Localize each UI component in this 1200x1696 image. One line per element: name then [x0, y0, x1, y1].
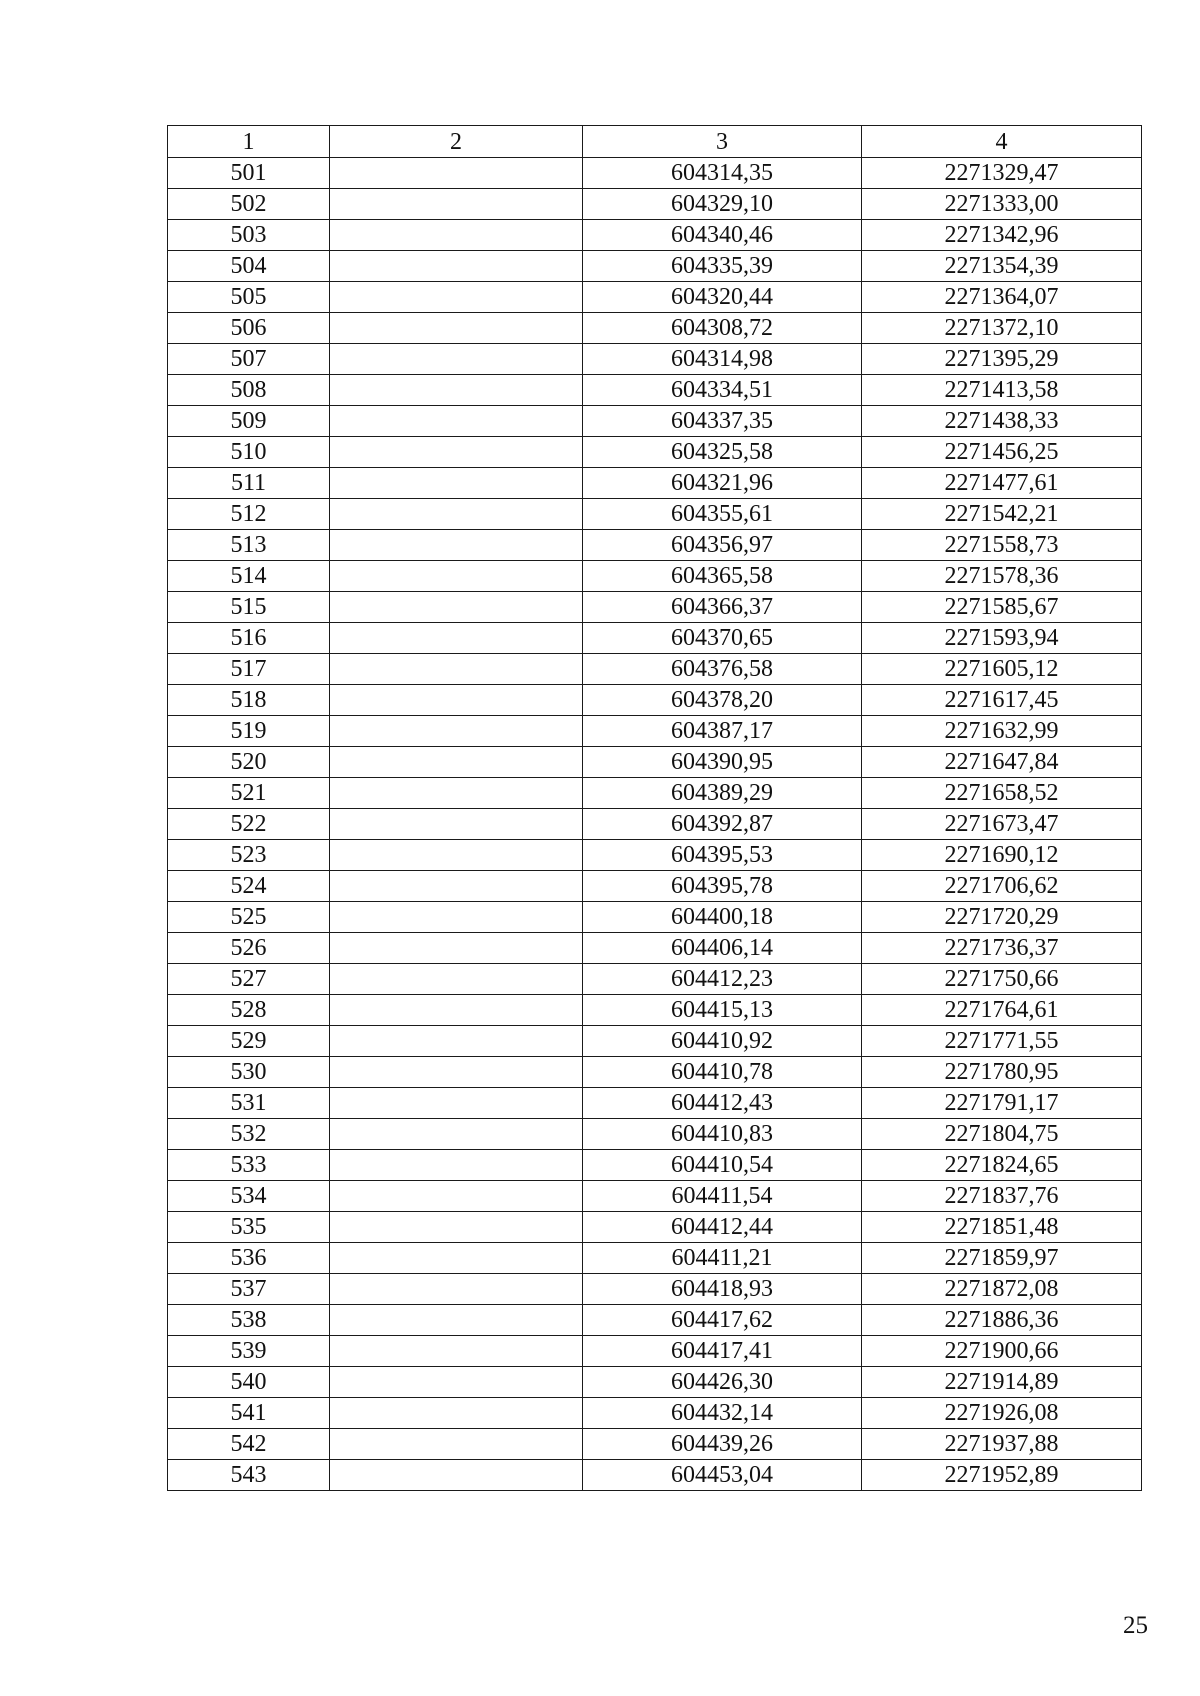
- y-coordinate-cell: 2271593,94: [862, 623, 1142, 654]
- y-coordinate-cell: 2271824,65: [862, 1150, 1142, 1181]
- description-cell: [330, 1305, 583, 1336]
- point-number-cell: 510: [168, 437, 330, 468]
- page-number: 25: [1123, 1612, 1148, 1639]
- table-row: [168, 1150, 1142, 1181]
- table-row: [168, 778, 1142, 809]
- table-row: [168, 375, 1142, 406]
- point-number-cell: 506: [168, 313, 330, 344]
- x-coordinate-cell: 604410,83: [583, 1119, 862, 1150]
- y-coordinate-cell: 2271372,10: [862, 313, 1142, 344]
- point-number-cell: 534: [168, 1181, 330, 1212]
- description-cell: [330, 1212, 583, 1243]
- table-row: [168, 1274, 1142, 1305]
- y-coordinate-cell: 2271354,39: [862, 251, 1142, 282]
- table-row: [168, 933, 1142, 964]
- y-coordinate-cell: 2271329,47: [862, 158, 1142, 189]
- point-number-cell: 519: [168, 716, 330, 747]
- y-coordinate-cell: 2271477,61: [862, 468, 1142, 499]
- point-number-cell: 517: [168, 654, 330, 685]
- description-cell: [330, 499, 583, 530]
- x-coordinate-cell: 604387,17: [583, 716, 862, 747]
- table-row: [168, 313, 1142, 344]
- description-cell: [330, 437, 583, 468]
- y-coordinate-cell: 2271780,95: [862, 1057, 1142, 1088]
- description-cell: [330, 1119, 583, 1150]
- table-row: [168, 995, 1142, 1026]
- description-cell: [330, 1026, 583, 1057]
- y-coordinate-cell: 2271837,76: [862, 1181, 1142, 1212]
- coordinates-table: [167, 125, 1142, 1491]
- description-cell: [330, 685, 583, 716]
- point-number-cell: 538: [168, 1305, 330, 1336]
- point-number-cell: 509: [168, 406, 330, 437]
- x-coordinate-cell: 604453,04: [583, 1460, 862, 1491]
- x-coordinate-cell: 604376,58: [583, 654, 862, 685]
- x-coordinate-cell: 604340,46: [583, 220, 862, 251]
- x-coordinate-cell: 604439,26: [583, 1429, 862, 1460]
- x-coordinate-cell: 604314,98: [583, 344, 862, 375]
- point-number-cell: 505: [168, 282, 330, 313]
- table-row: [168, 1026, 1142, 1057]
- description-cell: [330, 1181, 583, 1212]
- description-cell: [330, 778, 583, 809]
- description-cell: [330, 344, 583, 375]
- table-row: [168, 902, 1142, 933]
- x-coordinate-cell: 604356,97: [583, 530, 862, 561]
- description-cell: [330, 592, 583, 623]
- point-number-cell: 532: [168, 1119, 330, 1150]
- description-cell: [330, 251, 583, 282]
- point-number-cell: 535: [168, 1212, 330, 1243]
- column-header-1: 1: [168, 126, 330, 158]
- description-cell: [330, 871, 583, 902]
- x-coordinate-cell: 604395,78: [583, 871, 862, 902]
- x-coordinate-cell: 604334,51: [583, 375, 862, 406]
- y-coordinate-cell: 2271900,66: [862, 1336, 1142, 1367]
- column-header-2: 2: [330, 126, 583, 158]
- description-cell: [330, 220, 583, 251]
- table-row: [168, 654, 1142, 685]
- point-number-cell: 502: [168, 189, 330, 220]
- table-row: [168, 220, 1142, 251]
- description-cell: [330, 1336, 583, 1367]
- table-row: [168, 685, 1142, 716]
- x-coordinate-cell: 604415,13: [583, 995, 862, 1026]
- description-cell: [330, 716, 583, 747]
- point-number-cell: 542: [168, 1429, 330, 1460]
- table-row: [168, 1212, 1142, 1243]
- description-cell: [330, 1057, 583, 1088]
- description-cell: [330, 406, 583, 437]
- table-row: [168, 1305, 1142, 1336]
- y-coordinate-cell: 2271804,75: [862, 1119, 1142, 1150]
- y-coordinate-cell: 2271851,48: [862, 1212, 1142, 1243]
- y-coordinate-cell: 2271771,55: [862, 1026, 1142, 1057]
- point-number-cell: 501: [168, 158, 330, 189]
- y-coordinate-cell: 2271542,21: [862, 499, 1142, 530]
- x-coordinate-cell: 604392,87: [583, 809, 862, 840]
- description-cell: [330, 964, 583, 995]
- table-row: [168, 592, 1142, 623]
- description-cell: [330, 1150, 583, 1181]
- table-row: [168, 623, 1142, 654]
- table-row: [168, 1057, 1142, 1088]
- y-coordinate-cell: 2271617,45: [862, 685, 1142, 716]
- y-coordinate-cell: 2271438,33: [862, 406, 1142, 437]
- x-coordinate-cell: 604412,43: [583, 1088, 862, 1119]
- y-coordinate-cell: 2271872,08: [862, 1274, 1142, 1305]
- x-coordinate-cell: 604329,10: [583, 189, 862, 220]
- point-number-cell: 536: [168, 1243, 330, 1274]
- y-coordinate-cell: 2271342,96: [862, 220, 1142, 251]
- x-coordinate-cell: 604395,53: [583, 840, 862, 871]
- y-coordinate-cell: 2271791,17: [862, 1088, 1142, 1119]
- point-number-cell: 526: [168, 933, 330, 964]
- description-cell: [330, 623, 583, 654]
- x-coordinate-cell: 604412,44: [583, 1212, 862, 1243]
- y-coordinate-cell: 2271605,12: [862, 654, 1142, 685]
- x-coordinate-cell: 604320,44: [583, 282, 862, 313]
- y-coordinate-cell: 2271720,29: [862, 902, 1142, 933]
- y-coordinate-cell: 2271395,29: [862, 344, 1142, 375]
- table-row: [168, 809, 1142, 840]
- table-row: [168, 1460, 1142, 1491]
- x-coordinate-cell: 604389,29: [583, 778, 862, 809]
- y-coordinate-cell: 2271937,88: [862, 1429, 1142, 1460]
- x-coordinate-cell: 604370,65: [583, 623, 862, 654]
- y-coordinate-cell: 2271859,97: [862, 1243, 1142, 1274]
- y-coordinate-cell: 2271706,62: [862, 871, 1142, 902]
- description-cell: [330, 158, 583, 189]
- y-coordinate-cell: 2271952,89: [862, 1460, 1142, 1491]
- y-coordinate-cell: 2271736,37: [862, 933, 1142, 964]
- table-row: [168, 406, 1142, 437]
- y-coordinate-cell: 2271364,07: [862, 282, 1142, 313]
- table-body: [168, 158, 1142, 1491]
- x-coordinate-cell: 604321,96: [583, 468, 862, 499]
- description-cell: [330, 1367, 583, 1398]
- point-number-cell: 512: [168, 499, 330, 530]
- description-cell: [330, 1274, 583, 1305]
- point-number-cell: 504: [168, 251, 330, 282]
- point-number-cell: 537: [168, 1274, 330, 1305]
- point-number-cell: 543: [168, 1460, 330, 1491]
- description-cell: [330, 1429, 583, 1460]
- table-row: [168, 530, 1142, 561]
- description-cell: [330, 1088, 583, 1119]
- table-row: [168, 871, 1142, 902]
- x-coordinate-cell: 604378,20: [583, 685, 862, 716]
- point-number-cell: 513: [168, 530, 330, 561]
- point-number-cell: 528: [168, 995, 330, 1026]
- table-row: [168, 1367, 1142, 1398]
- column-header-3: 3: [583, 126, 862, 158]
- point-number-cell: 521: [168, 778, 330, 809]
- table-row: [168, 189, 1142, 220]
- point-number-cell: 522: [168, 809, 330, 840]
- table-row: [168, 499, 1142, 530]
- point-number-cell: 508: [168, 375, 330, 406]
- x-coordinate-cell: 604411,21: [583, 1243, 862, 1274]
- y-coordinate-cell: 2271926,08: [862, 1398, 1142, 1429]
- y-coordinate-cell: 2271764,61: [862, 995, 1142, 1026]
- y-coordinate-cell: 2271914,89: [862, 1367, 1142, 1398]
- point-number-cell: 507: [168, 344, 330, 375]
- y-coordinate-cell: 2271333,00: [862, 189, 1142, 220]
- description-cell: [330, 468, 583, 499]
- table-row: [168, 1243, 1142, 1274]
- x-coordinate-cell: 604412,23: [583, 964, 862, 995]
- table-row: [168, 1088, 1142, 1119]
- description-cell: [330, 282, 583, 313]
- table-header-row: [168, 126, 1142, 158]
- y-coordinate-cell: 2271658,52: [862, 778, 1142, 809]
- description-cell: [330, 1460, 583, 1491]
- description-cell: [330, 995, 583, 1026]
- point-number-cell: 533: [168, 1150, 330, 1181]
- point-number-cell: 524: [168, 871, 330, 902]
- point-number-cell: 530: [168, 1057, 330, 1088]
- x-coordinate-cell: 604400,18: [583, 902, 862, 933]
- x-coordinate-cell: 604325,58: [583, 437, 862, 468]
- description-cell: [330, 809, 583, 840]
- table-row: [168, 1429, 1142, 1460]
- point-number-cell: 523: [168, 840, 330, 871]
- x-coordinate-cell: 604365,58: [583, 561, 862, 592]
- table-row: [168, 437, 1142, 468]
- point-number-cell: 518: [168, 685, 330, 716]
- x-coordinate-cell: 604406,14: [583, 933, 862, 964]
- x-coordinate-cell: 604417,41: [583, 1336, 862, 1367]
- table-row: [168, 1119, 1142, 1150]
- point-number-cell: 529: [168, 1026, 330, 1057]
- x-coordinate-cell: 604410,54: [583, 1150, 862, 1181]
- description-cell: [330, 654, 583, 685]
- table-row: [168, 1181, 1142, 1212]
- x-coordinate-cell: 604426,30: [583, 1367, 862, 1398]
- table-row: [168, 468, 1142, 499]
- point-number-cell: 525: [168, 902, 330, 933]
- description-cell: [330, 1243, 583, 1274]
- y-coordinate-cell: 2271632,99: [862, 716, 1142, 747]
- y-coordinate-cell: 2271750,66: [862, 964, 1142, 995]
- table-row: [168, 840, 1142, 871]
- point-number-cell: 540: [168, 1367, 330, 1398]
- y-coordinate-cell: 2271413,58: [862, 375, 1142, 406]
- y-coordinate-cell: 2271578,36: [862, 561, 1142, 592]
- description-cell: [330, 189, 583, 220]
- y-coordinate-cell: 2271673,47: [862, 809, 1142, 840]
- x-coordinate-cell: 604366,37: [583, 592, 862, 623]
- y-coordinate-cell: 2271558,73: [862, 530, 1142, 561]
- description-cell: [330, 530, 583, 561]
- description-cell: [330, 375, 583, 406]
- table-row: [168, 1398, 1142, 1429]
- table-row: [168, 716, 1142, 747]
- x-coordinate-cell: 604335,39: [583, 251, 862, 282]
- point-number-cell: 531: [168, 1088, 330, 1119]
- column-header-4: 4: [862, 126, 1142, 158]
- description-cell: [330, 933, 583, 964]
- description-cell: [330, 313, 583, 344]
- point-number-cell: 515: [168, 592, 330, 623]
- table-row: [168, 747, 1142, 778]
- point-number-cell: 503: [168, 220, 330, 251]
- table-row: [168, 964, 1142, 995]
- y-coordinate-cell: 2271690,12: [862, 840, 1142, 871]
- y-coordinate-cell: 2271886,36: [862, 1305, 1142, 1336]
- point-number-cell: 520: [168, 747, 330, 778]
- x-coordinate-cell: 604308,72: [583, 313, 862, 344]
- description-cell: [330, 840, 583, 871]
- x-coordinate-cell: 604410,92: [583, 1026, 862, 1057]
- point-number-cell: 527: [168, 964, 330, 995]
- point-number-cell: 541: [168, 1398, 330, 1429]
- table-row: [168, 282, 1142, 313]
- description-cell: [330, 902, 583, 933]
- description-cell: [330, 561, 583, 592]
- x-coordinate-cell: 604410,78: [583, 1057, 862, 1088]
- point-number-cell: 539: [168, 1336, 330, 1367]
- x-coordinate-cell: 604418,93: [583, 1274, 862, 1305]
- x-coordinate-cell: 604411,54: [583, 1181, 862, 1212]
- x-coordinate-cell: 604390,95: [583, 747, 862, 778]
- y-coordinate-cell: 2271585,67: [862, 592, 1142, 623]
- x-coordinate-cell: 604417,62: [583, 1305, 862, 1336]
- point-number-cell: 511: [168, 468, 330, 499]
- table-row: [168, 561, 1142, 592]
- x-coordinate-cell: 604355,61: [583, 499, 862, 530]
- table-row: [168, 1336, 1142, 1367]
- description-cell: [330, 1398, 583, 1429]
- table-row: [168, 344, 1142, 375]
- table-row: [168, 251, 1142, 282]
- point-number-cell: 516: [168, 623, 330, 654]
- y-coordinate-cell: 2271456,25: [862, 437, 1142, 468]
- table-row: [168, 158, 1142, 189]
- x-coordinate-cell: 604314,35: [583, 158, 862, 189]
- x-coordinate-cell: 604337,35: [583, 406, 862, 437]
- x-coordinate-cell: 604432,14: [583, 1398, 862, 1429]
- y-coordinate-cell: 2271647,84: [862, 747, 1142, 778]
- point-number-cell: 514: [168, 561, 330, 592]
- description-cell: [330, 747, 583, 778]
